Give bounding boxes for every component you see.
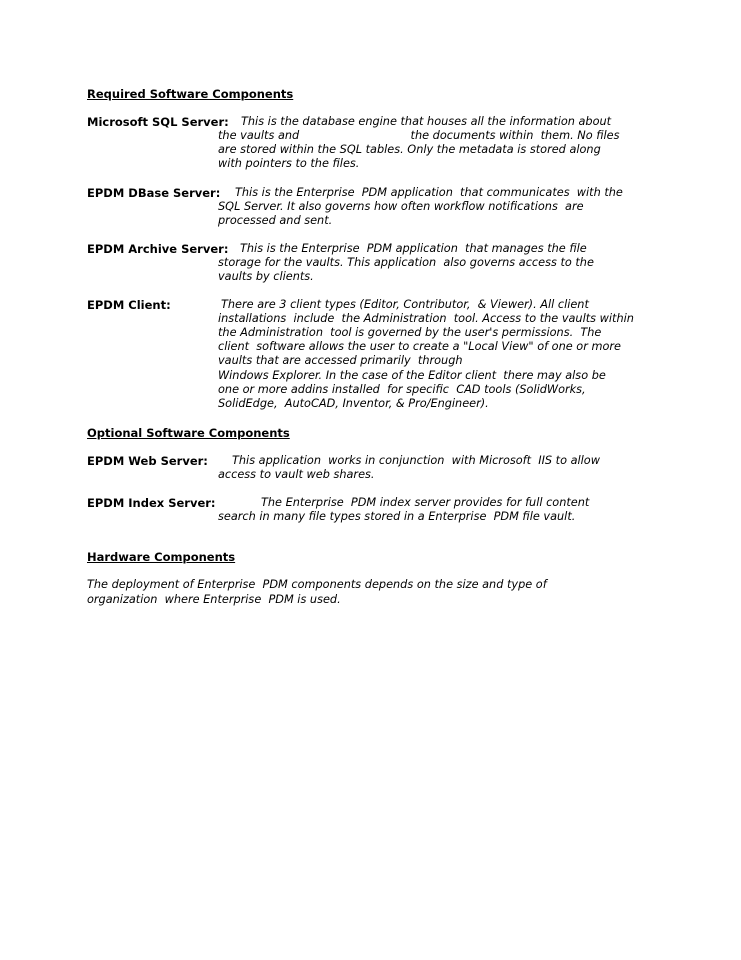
client-desc-line-3: the Administration tool is governed by the user's permissions. The <box>218 326 602 339</box>
sql-server-desc-line-4: with pointers to the files. <box>218 157 360 170</box>
client-desc-line-6: Windows Explorer. In the case of the Editor client there may also be <box>218 369 606 382</box>
client-desc-line-4: client software allows the user to create a "Local View" of one or more <box>218 340 621 353</box>
hardware-components-heading: Hardware Components <box>87 550 236 564</box>
required-software-heading: Required Software Components <box>87 87 294 101</box>
archive-server-desc-line-3: vaults by clients. <box>218 270 314 283</box>
entry-term: EPDM Client: <box>87 298 171 312</box>
sql-server-desc-line-2: the vaults and the documents within them. No files <box>218 129 620 142</box>
client-desc-line-7: one or more addins installed for specific CAD tools (SolidWorks, <box>218 383 586 396</box>
sql-server-desc-line-3: are stored within the SQL tables. Only the metadata is stored along <box>218 143 601 156</box>
client-desc-line-2: installations include the Administration tool. Access to the vaults within <box>218 312 634 325</box>
archive-server-desc-line-2: storage for the vaults. This application also governs access to the <box>218 256 594 269</box>
hardware-desc-line-2: organization where Enterprise PDM is used. <box>87 593 341 606</box>
entry-term: EPDM Web Server: <box>87 454 208 468</box>
index-server-desc-line-1: The Enterprise PDM index server provides for full content <box>261 496 590 509</box>
dbase-server-desc-line-3: processed and sent. <box>218 214 333 227</box>
web-server-desc-line-1: This application works in conjunction with Microsoft IIS to allow <box>232 454 600 467</box>
index-server-desc-line-2: search in many file types stored in a Enterprise PDM file vault. <box>218 510 576 523</box>
entry-term: EPDM Archive Server: <box>87 242 229 256</box>
entry-term: Microsoft SQL Server: <box>87 115 229 129</box>
optional-software-heading: Optional Software Components <box>87 426 290 440</box>
entry-term: EPDM Index Server: <box>87 496 216 510</box>
client-desc-line-8: SolidEdge, AutoCAD, Inventor, & Pro/Engineer). <box>218 397 489 410</box>
web-server-desc-line-2: access to vault web shares. <box>218 468 375 481</box>
dbase-server-desc-line-2: SQL Server. It also governs how often workflow notifications are <box>218 200 584 213</box>
client-desc-line-5: vaults that are accessed primarily through <box>218 354 463 367</box>
archive-server-desc-line-1: This is the Enterprise PDM application that manages the file <box>240 242 587 255</box>
client-desc-line-1: There are 3 client types (Editor, Contributor, & Viewer). All client <box>221 298 589 311</box>
dbase-server-desc-line-1: This is the Enterprise PDM application that communicates with the <box>235 186 623 199</box>
sql-server-desc-line-1: This is the database engine that houses all the information about <box>241 115 612 128</box>
hardware-desc-line-1: The deployment of Enterprise PDM components depends on the size and type of <box>87 578 547 591</box>
entry-term: EPDM DBase Server: <box>87 186 221 200</box>
